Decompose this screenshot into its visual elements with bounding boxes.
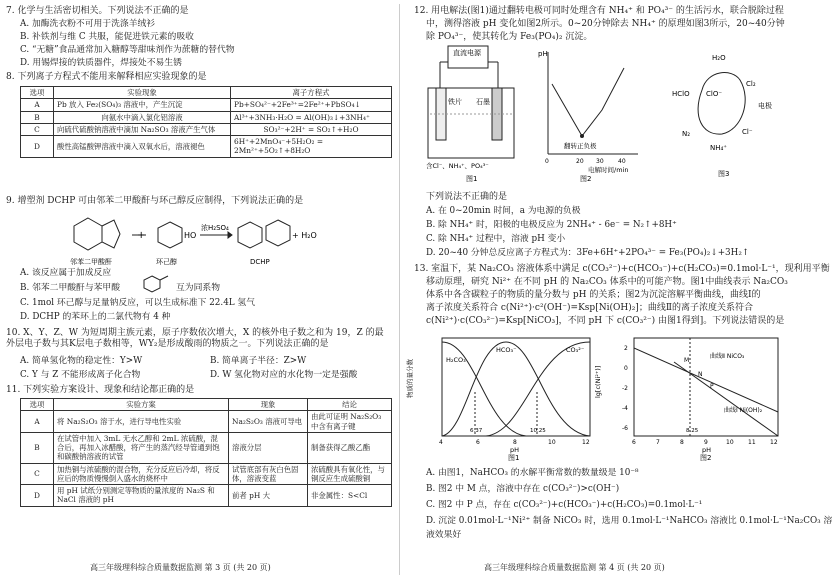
q8-table bbox=[20, 86, 392, 158]
q13-fig1-distribution-chart bbox=[406, 332, 596, 462]
q13-option-b: B. 图2 中 M 点，溶液中存在 c(CO₃²⁻)>c(OH⁻) bbox=[426, 484, 620, 494]
table-cell: A bbox=[21, 411, 54, 433]
q12-stem-line3: 除 PO₄³⁻，使其转化为 Fe₃(PO₄)₂ 沉淀。 bbox=[426, 32, 593, 42]
species-h2o: H₂O bbox=[712, 54, 726, 62]
curve-i-label: 曲线Ⅰ Ni(OH)₂ bbox=[724, 407, 763, 414]
species-cl2: Cl₂ bbox=[746, 80, 756, 88]
tick: 12 bbox=[770, 439, 778, 446]
q10-option-c: C. Y 与 Z 不能形成离子化合物 bbox=[20, 370, 141, 380]
q12-stem-line1: 12. 用电解法(图1)通过翻转电极可同时处理含有 NH₄⁺ 和 PO₄³⁻ 的生活污水，联合脱除过程 bbox=[414, 6, 784, 16]
species-hco3: HCO₃⁻ bbox=[496, 346, 517, 354]
mark-10-25: 10.25 bbox=[530, 428, 546, 434]
q7-option-d: D. 用锡焊接的铁质器件，焊接处不易生锈 bbox=[20, 58, 182, 68]
q7-option-a: A. 加酶洗衣粉不可用于洗涤羊绒衫 bbox=[20, 19, 156, 29]
q9-option-b: B. 邻苯二甲酸酐与苯甲酸 bbox=[20, 283, 121, 293]
species-n2: N₂ bbox=[682, 130, 691, 138]
q11-stem: 11. 下列实验方案设计、现象和结论都正确的是 bbox=[6, 385, 195, 395]
species-h2co3: H₂CO₃ bbox=[446, 356, 466, 364]
plus-sign: + bbox=[137, 230, 146, 241]
table-row bbox=[21, 411, 392, 433]
table-cell: 向氨水中滴入氯化铝溶液 bbox=[54, 111, 231, 123]
right-page bbox=[404, 0, 832, 579]
table-cell: Al³⁺+3NH₃·H₂O = Al(OH)₃↓+3NH₄⁺ bbox=[231, 111, 392, 123]
q13-option-a: A. 由图1，NaHCO₃ 的水解平衡常数的数量级是 10⁻⁸ bbox=[426, 468, 639, 478]
q9-option-b-tail: 互为同系物 bbox=[176, 283, 220, 293]
table-row bbox=[21, 111, 392, 123]
table-cell: A bbox=[21, 99, 54, 111]
q11-header: 现象 bbox=[229, 399, 308, 411]
q7-option-b: B. 补铁剂与维 C 共服，能促进铁元素的吸收 bbox=[20, 32, 194, 42]
q13-option-c: C. 图2 中 P 点，存在 c(CO₃²⁻)+c(HCO₃⁻)+c(H₂CO₃)=0.1mol·L⁻¹ bbox=[426, 500, 703, 510]
power-supply-label: 直流电源 bbox=[453, 49, 481, 57]
table-cell: B bbox=[21, 111, 54, 123]
species-clo: ClO⁻ bbox=[706, 90, 723, 98]
table-cell: 在试管中加入 3mL 无水乙醇和 2mL 浓硫酸，混合后，再加入冰醋酸，将产生的蒸汽经导管通到饱和碳酸钠溶液的试管 bbox=[54, 432, 229, 463]
fig2-xlabel: 电解时间/min bbox=[588, 166, 629, 174]
tick: -2 bbox=[622, 385, 628, 392]
q9-option-a: A. 该反应属于加成反应 bbox=[20, 268, 112, 278]
flip-electrode-label: 翻转正负极 bbox=[564, 142, 597, 150]
table-cell: D bbox=[21, 485, 54, 507]
fig2-xlabel: pH bbox=[702, 446, 712, 454]
q10-stem: 10. X、Y、Z、W 为短周期主族元素，原子序数依次增大，X 的核外电子数之和为 19，Z 的最外层电子数与其K层电子数相等，WY₂是形成酸雨的物质之一。下列说法正确的是 bbox=[6, 328, 384, 350]
q13-stem-line2: 移动原理，研究 Ni²⁺ 在不同 pH 的 Na₂CO₃ 体系中的可能产物。图1中曲线表示 Na₂CO₃ bbox=[426, 277, 788, 287]
table-cell: 用 pH 试纸分别测定等物质的量浓度的 Na₂S 和 NaCl 溶液的 pH bbox=[54, 485, 229, 507]
table-cell: 将 Na₂S₂O₃ 溶于水，进行导电性实验 bbox=[54, 411, 229, 433]
q8-header: 离子方程式 bbox=[231, 87, 392, 99]
tick: 4 bbox=[439, 439, 443, 446]
tick: 20 bbox=[576, 158, 584, 165]
tick: 8 bbox=[680, 439, 684, 446]
tick: 30 bbox=[596, 158, 604, 165]
tick: 8 bbox=[513, 439, 517, 446]
table-row bbox=[21, 463, 392, 485]
fig2-caption: 图2 bbox=[580, 175, 592, 183]
q12-option-a: A. 在 0~20min 时间，a 为电源的负极 bbox=[426, 206, 581, 216]
q12-fig2-ph-chart bbox=[534, 44, 644, 184]
q9-option-d: D. DCHP 的苯环上的二氯代物有 4 种 bbox=[20, 312, 171, 322]
tick: 6 bbox=[476, 439, 480, 446]
species-nh4: NH₄⁺ bbox=[710, 144, 728, 152]
table-cell: D bbox=[21, 136, 54, 158]
q12-stem-line2: 中，测得溶液 pH 变化如图2所示。0~20分钟除去 NH₄⁺ 的原理如图3所示，20~40分钟 bbox=[426, 19, 785, 29]
q9-label-cyclohexanol: 环己醇 bbox=[156, 258, 177, 266]
q12-option-c: C. 除 NH₄⁺ 过程中，溶液 pH 变小 bbox=[426, 234, 566, 244]
q9-reaction-scheme bbox=[60, 210, 320, 268]
tick: 2 bbox=[624, 345, 628, 352]
fig2-ylabel: lg[c(Ni²⁺)] bbox=[594, 365, 602, 398]
q11-table bbox=[20, 398, 392, 507]
tick: 0 bbox=[545, 158, 549, 165]
fig1-xlabel: pH bbox=[510, 446, 520, 454]
q9-water: + H₂O bbox=[292, 231, 317, 240]
table-cell: 6H⁺+2MnO₄⁻+5H₂O₂ = 2Mn²⁺+5O₂↑+8H₂O bbox=[231, 136, 392, 158]
table-cell: 加热铜与浓硫酸的混合物，充分反应后冷却，将反应后的物质慢慢倒入盛水的烧杯中 bbox=[54, 463, 229, 485]
table-row bbox=[21, 485, 392, 507]
tick: -6 bbox=[622, 425, 628, 432]
q7-stem: 7. 化学与生活密切相关。下列说法不正确的是 bbox=[6, 6, 189, 16]
species-hclo: HClO bbox=[672, 90, 690, 98]
ho-group: HO bbox=[184, 231, 197, 240]
solution-label: 含Cl⁻、NH₄⁺、PO₄³⁻ bbox=[426, 162, 489, 170]
table-cell: 向硫代硫酸钠溶液中滴加 Na₂SO₃ 溶液产生气体 bbox=[54, 123, 231, 135]
q9-option-c: C. 1mol 环己醇与足量钠反应，可以生成标准下 22.4L 氢气 bbox=[20, 298, 256, 308]
q11-header: 结论 bbox=[308, 399, 392, 411]
page-footer: 高三年级理科综合质量数据监测 第 3 页 (共 20 页) bbox=[90, 563, 271, 572]
table-cell: Na₂S₂O₃ 溶液可导电 bbox=[229, 411, 308, 433]
q10-option-b: B. 简单离子半径：Z>W bbox=[210, 356, 307, 366]
iron-electrode-label: 铁片 bbox=[448, 98, 462, 106]
tick: -4 bbox=[622, 405, 628, 412]
q9-label-dchp: DCHP bbox=[250, 258, 270, 266]
q8-header: 选项 bbox=[21, 87, 54, 99]
table-row bbox=[21, 136, 392, 158]
q12-fig3-mechanism bbox=[672, 50, 782, 180]
mark-6-37: 6.37 bbox=[470, 428, 483, 434]
q10-option-a: A. 简单氢化物的稳定性：Y>W bbox=[20, 356, 143, 366]
table-row bbox=[21, 99, 392, 111]
q11-header: 选项 bbox=[21, 399, 54, 411]
table-row bbox=[21, 432, 392, 463]
q13-fig2-solubility-chart bbox=[594, 332, 784, 462]
table-cell: 酸性高锰酸钾溶液中滴入双氧水后，溶液褪色 bbox=[54, 136, 231, 158]
tick: 0 bbox=[624, 365, 628, 372]
table-cell: Pb+SO₄²⁻+2Fe³⁺=2Fe²⁺+PbSO₄↓ bbox=[231, 99, 392, 111]
q13-stem-line1: 13. 室温下，某 Na₂CO₃ 溶液体系中满足 c(CO₃²⁻)+c(HCO₃⁻)+c(H₂CO₃)=0.1mol·L⁻¹，现利用平衡 bbox=[414, 264, 830, 274]
q13-option-d: D. 沉淀 0.01mol·L⁻¹Ni²⁺ 制备 NiCO₃ 时，选用 0.1mol·L⁻¹NaHCO₃ 溶液比 0.1mol·L⁻¹Na₂CO₃ 溶 bbox=[426, 516, 832, 526]
fig1-ylabel: 物质的量分数 bbox=[406, 359, 414, 398]
tick: 6 bbox=[632, 439, 636, 446]
curve-ii-label: 曲线Ⅱ NiCO₃ bbox=[710, 353, 745, 360]
fig1-caption: 图1 bbox=[508, 454, 520, 462]
q12-sub-stem: 下列说法不正确的是 bbox=[426, 192, 508, 202]
table-cell: 由此可证明 Na₂S₂O₃ 中含有离子键 bbox=[308, 411, 392, 433]
q7-option-c: C. “无糖”食品通常加入糖醇等甜味剂作为蔗糖的替代物 bbox=[20, 45, 235, 55]
tick: 40 bbox=[618, 158, 626, 165]
table-cell: 前者 pH 大 bbox=[229, 485, 308, 507]
q8-header: 实验现象 bbox=[54, 87, 231, 99]
q13-stem-line4: 离子浓度关系符合 c(Ni²⁺)·c²(OH⁻)=Ksp[Ni(OH)₂]；曲线Ⅱ的离子浓度关系符合 bbox=[426, 303, 753, 313]
table-cell: 溶液分层 bbox=[229, 432, 308, 463]
benzoic-acid-structure bbox=[140, 272, 176, 294]
electrode-label: 电极 bbox=[758, 102, 772, 110]
table-cell: 非金属性：S<Cl bbox=[308, 485, 392, 507]
table-cell: B bbox=[21, 432, 54, 463]
table-row bbox=[21, 123, 392, 135]
table-cell: SO₃²⁻+2H⁺ = SO₂↑+H₂O bbox=[231, 123, 392, 135]
graphite-electrode-label: 石墨 bbox=[476, 98, 490, 106]
tick: 10 bbox=[726, 439, 734, 446]
species-cl-minus: Cl⁻ bbox=[742, 128, 753, 136]
fig3-caption: 图3 bbox=[718, 170, 730, 178]
point-n: N bbox=[698, 371, 703, 378]
q11-header: 实验方案 bbox=[54, 399, 229, 411]
q9-reagent: 浓H₂SO₄ bbox=[201, 224, 229, 232]
table-cell: C bbox=[21, 123, 54, 135]
q9-label-anhydride: 邻苯二甲酸酐 bbox=[70, 258, 112, 266]
left-page bbox=[0, 0, 398, 579]
mark-8-25: 8.25 bbox=[686, 428, 699, 434]
q8-stem: 8. 下列离子方程式不能用来解释相应实验现象的是 bbox=[6, 72, 207, 82]
point-m: M bbox=[684, 357, 690, 364]
tick: 9 bbox=[704, 439, 708, 446]
table-cell: Pb 放入 Fe₂(SO₄)₃ 溶液中，产生沉淀 bbox=[54, 99, 231, 111]
tick: 10 bbox=[548, 439, 556, 446]
table-cell: C bbox=[21, 463, 54, 485]
q12-option-b: B. 除 NH₄⁺ 时，阳极的电极反应为 2NH₄⁺ - 6e⁻ = N₂↑+8H⁺ bbox=[426, 220, 677, 230]
table-cell: 制备获得乙酸乙酯 bbox=[308, 432, 392, 463]
q13-option-d-cont: 液效果好 bbox=[426, 530, 462, 540]
tick: 7 bbox=[656, 439, 660, 446]
q12-option-d: D. 20~40 分钟总反应离子方程式为：3Fe+6H⁺+2PO₄³⁻ = Fe₃(PO₄)₂↓+3H₂↑ bbox=[426, 248, 750, 258]
page-footer: 高三年级理科综合质量数据监测 第 4 页 (共 20 页) bbox=[484, 563, 665, 572]
tick: 12 bbox=[582, 439, 590, 446]
tick: 11 bbox=[748, 439, 756, 446]
point-p: P bbox=[710, 383, 714, 390]
table-cell: 试管底部有灰白色固体，溶液变蓝 bbox=[229, 463, 308, 485]
page-divider bbox=[399, 4, 400, 575]
species-co3: CO₃²⁻ bbox=[566, 346, 585, 354]
q10-option-d: D. W 氢化物对应的水化物一定是强酸 bbox=[210, 370, 358, 380]
fig2-ylabel: pH bbox=[538, 50, 548, 58]
q12-fig1-electrolysis-cell bbox=[426, 44, 526, 184]
q13-stem-line5: c(Ni²⁺)·c(CO₃²⁻)=Ksp[NiCO₃]，不同 pH 下 c(CO₃²⁻) 由图1得到]。下列说法错误的是 bbox=[426, 316, 785, 326]
q9-stem: 9. 增塑剂 DCHP 可由邻苯二甲酸酐与环己醇反应制得，下列说法正确的是 bbox=[6, 196, 304, 206]
q13-stem-line3: 体系中各含碳粒子的物质的量分数与 pH 的关系；图2为沉淀溶解平衡曲线，曲线Ⅰ的 bbox=[426, 290, 761, 300]
table-cell: 浓硫酸具有氧化性，与铜反应生成硫酸铜 bbox=[308, 463, 392, 485]
fig1-caption: 图1 bbox=[466, 175, 478, 183]
fig2-caption: 图2 bbox=[700, 454, 712, 462]
